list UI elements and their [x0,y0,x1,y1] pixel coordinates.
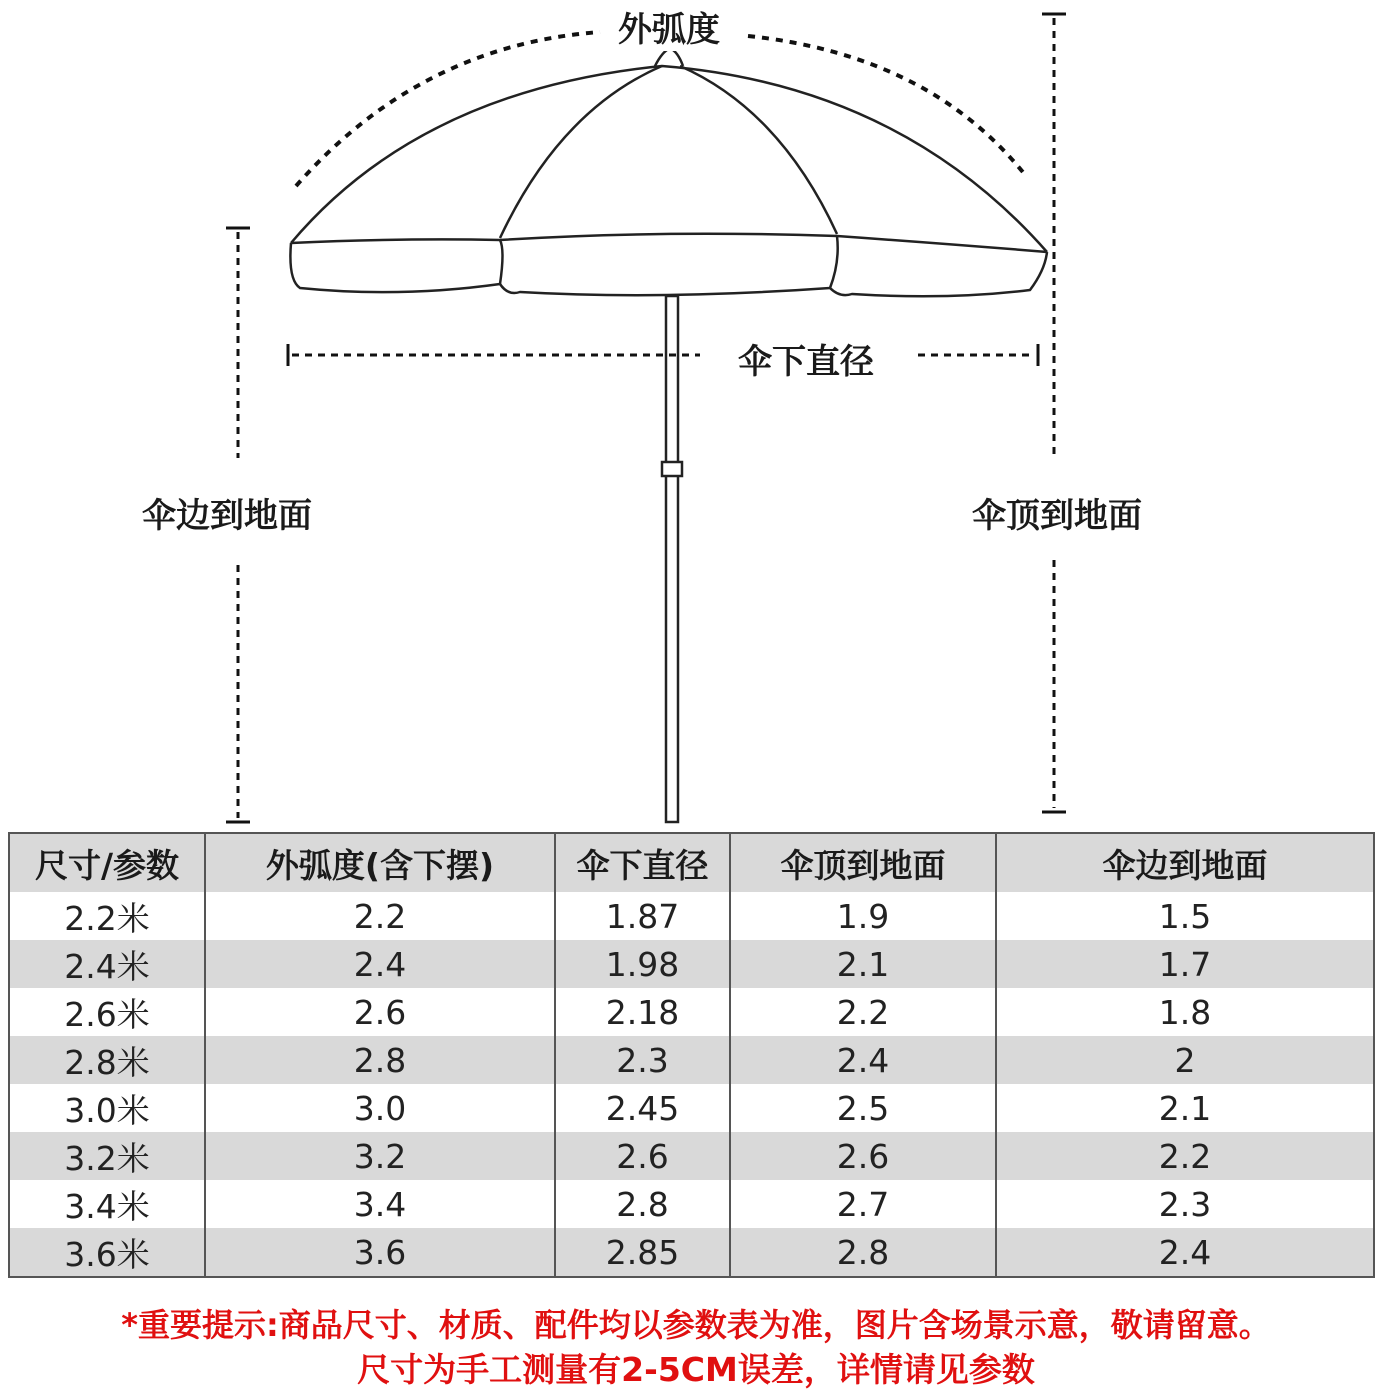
umbrella-canopy [290,48,1047,296]
table-row [9,1084,1374,1132]
cell-diameter: 2.6 [555,1132,730,1180]
top-to-ground-label: 伞顶到地面 [972,488,1142,537]
cell-top-to-ground: 2.5 [730,1084,996,1132]
cell-arc: 3.0 [205,1084,555,1132]
cell-edge-to-ground: 2.3 [996,1180,1374,1228]
header-edge-to-ground: 伞边到地面 [996,833,1374,892]
cell-edge-to-ground: 1.7 [996,940,1374,988]
cell-size: 2.8米 [9,1036,205,1084]
table-row [9,940,1374,988]
header-top-to-ground: 伞顶到地面 [730,833,996,892]
cell-top-to-ground: 1.9 [730,892,996,940]
notice-line-2: 尺寸为手工测量有2-5CM误差，详情请见参数 [357,1350,1035,1389]
cell-size: 3.6米 [9,1228,205,1277]
diameter-label: 伞下直径 [738,334,874,383]
table-row [9,1132,1374,1180]
cell-size: 3.0米 [9,1084,205,1132]
top-to-ground-dimension-line [1042,14,1066,812]
cell-arc: 2.6 [205,988,555,1036]
spec-table [8,832,1375,1278]
cell-diameter: 1.98 [555,940,730,988]
cell-size: 3.2米 [9,1132,205,1180]
cell-top-to-ground: 2.2 [730,988,996,1036]
cell-arc: 2.2 [205,892,555,940]
cell-arc: 2.8 [205,1036,555,1084]
cell-diameter: 2.45 [555,1084,730,1132]
cell-diameter: 1.87 [555,892,730,940]
cell-edge-to-ground: 2.4 [996,1228,1374,1277]
arc-dimension-line [296,32,600,186]
cell-arc: 2.4 [205,940,555,988]
cell-top-to-ground: 2.6 [730,1132,996,1180]
cell-diameter: 2.3 [555,1036,730,1084]
table-row [9,892,1374,940]
cell-top-to-ground: 2.7 [730,1180,996,1228]
cell-top-to-ground: 2.1 [730,940,996,988]
edge-to-ground-label: 伞边到地面 [142,488,312,537]
cell-arc: 3.2 [205,1132,555,1180]
diameter-dimension-line [288,344,1038,366]
header-arc: 外弧度(含下摆) [205,833,555,892]
table-row [9,988,1374,1036]
notice-line-1: *重要提示:商品尺寸、材质、配件均以参数表为准，图片含场景示意，敬请留意。 [121,1306,1271,1344]
header-size: 尺寸/参数 [9,833,205,892]
header-diameter: 伞下直径 [555,833,730,892]
cell-top-to-ground: 2.8 [730,1228,996,1277]
cell-diameter: 2.18 [555,988,730,1036]
cell-edge-to-ground: 2.2 [996,1132,1374,1180]
cell-size: 3.4米 [9,1180,205,1228]
table-row [9,1036,1374,1084]
cell-diameter: 2.85 [555,1228,730,1277]
cell-top-to-ground: 2.4 [730,1036,996,1084]
cell-edge-to-ground: 2.1 [996,1084,1374,1132]
cell-size: 2.6米 [9,988,205,1036]
table-header-row [9,833,1374,892]
arc-label: 外弧度 [618,2,720,51]
table-row [9,1228,1374,1277]
cell-diameter: 2.8 [555,1180,730,1228]
cell-size: 2.4米 [9,940,205,988]
cell-edge-to-ground: 1.5 [996,892,1374,940]
pole-joint [662,462,682,476]
umbrella-pole [666,296,678,822]
cell-arc: 3.6 [205,1228,555,1277]
cell-edge-to-ground: 1.8 [996,988,1374,1036]
cell-arc: 3.4 [205,1180,555,1228]
cell-edge-to-ground: 2 [996,1036,1374,1084]
cell-size: 2.2米 [9,892,205,940]
table-row [9,1180,1374,1228]
